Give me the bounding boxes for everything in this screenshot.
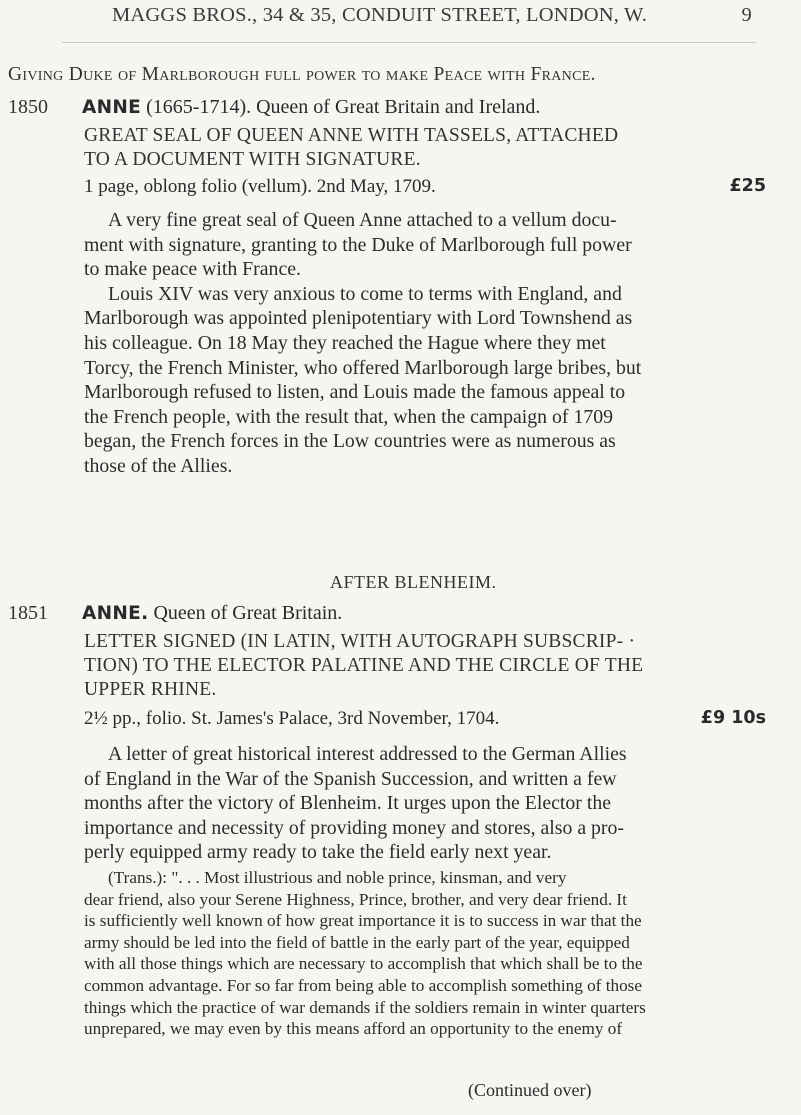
- lot-title-line: UPPER RHINE.: [84, 679, 217, 700]
- translation-line: is sufficiently well known of how great importance it is to success in war that the: [84, 911, 642, 931]
- translation: [84, 867, 774, 1040]
- translation-line: with all those things which are necessary to accomplish that which shall be to the: [84, 954, 643, 974]
- lot-description: [84, 742, 770, 865]
- collation-line: [84, 176, 766, 206]
- collation: 1 page, oblong folio (vellum). 2nd May, 1709.: [84, 176, 436, 197]
- translation-line: things which the practice of war demands if the soldiers remain in winter quarters: [84, 997, 646, 1017]
- description-line: those of the Allies.: [84, 454, 233, 477]
- collation-line: [84, 708, 766, 738]
- description-line: ment with signature, granting to the Duke of Marlborough full power: [84, 233, 632, 256]
- description-line: the French people, with the result that, when the campaign of 1709: [84, 405, 614, 428]
- lot-description: [84, 208, 770, 479]
- translation-line: army should be led into the field of battle in the early part of the year, equipped: [84, 932, 630, 952]
- lot-number: 1850: [8, 96, 48, 118]
- lot-heading: [8, 96, 788, 124]
- description-line: Marlborough was appointed plenipotentiary with Lord Townshend as: [84, 307, 633, 330]
- translation-line: (Trans.): ". . . Most illustrious and noble prince, kinsman, and very: [108, 867, 567, 887]
- description-line: perly equipped army ready to take the field early next year.: [84, 841, 552, 864]
- lot-name: ANNE: [82, 97, 142, 118]
- lot-heading-rest: Queen of Great Britain.: [148, 602, 343, 624]
- running-head-text: MAGGS BROS., 34 & 35, CONDUIT STREET, LONDON, W.: [112, 4, 648, 26]
- lot-1851: [8, 602, 788, 1040]
- price: £25: [729, 176, 766, 196]
- lot-title-line: GREAT SEAL OF QUEEN ANNE WITH TASSELS, ATTACHED: [84, 125, 619, 146]
- description-line: his colleague. On 18 May they reached the Hague where they met: [84, 331, 606, 354]
- lot-heading-text: [82, 96, 540, 119]
- description-line: to make peace with France.: [84, 258, 301, 281]
- translation-line: common advantage. For so far from being able to accomplish something of those: [84, 975, 642, 995]
- subheading: AFTER BLENHEIM.: [330, 572, 497, 592]
- lot-number: 1851: [8, 602, 48, 624]
- description-line: months after the victory of Blenheim. It urges upon the Elector the: [84, 792, 611, 815]
- description-line: importance and necessity of providing money and stores, also a pro-: [84, 816, 624, 839]
- lot-heading-text: [82, 602, 342, 625]
- translation-line: dear friend, also your Serene Highness, Prince, brother, and very dear friend. It: [84, 889, 627, 909]
- lot-name: ANNE.: [82, 603, 149, 624]
- running-head: [112, 4, 752, 40]
- description-line: A very fine great seal of Queen Anne attached to a vellum docu-: [108, 209, 617, 231]
- page-number: 9: [741, 4, 752, 26]
- description-line: A letter of great historical interest addressed to the German Allies: [108, 743, 627, 765]
- lot-title: [84, 124, 772, 172]
- description-line: Louis XIV was very anxious to come to terms with England, and: [108, 282, 622, 305]
- continued-note: (Continued over): [468, 1080, 592, 1100]
- description-line: of England in the War of the Spanish Succession, and written a few: [84, 767, 617, 790]
- price: £9 10s: [700, 708, 766, 728]
- collation: 2½ pp., folio. St. James's Palace, 3rd November, 1704.: [84, 708, 500, 729]
- lot-heading-rest: (1665-1714). Queen of Great Britain and Ireland.: [141, 96, 541, 118]
- translation-line: unprepared, we may even by this means afford an opportunity to the enemy of: [84, 1019, 623, 1039]
- lot-title-line: TION) TO THE ELECTOR PALATINE AND THE CIRCLE OF THE: [84, 655, 644, 676]
- lot-1850: [8, 96, 788, 479]
- description-line: Torcy, the French Minister, who offered Marlborough large bribes, but: [84, 356, 642, 379]
- section-heading: Giving Duke of Marlborough full power to make Peace with France.: [8, 64, 596, 85]
- lot-title-line: TO A DOCUMENT WITH SIGNATURE.: [84, 149, 421, 170]
- description-line: began, the French forces in the Low countries were as numerous as: [84, 430, 616, 453]
- header-rule: [62, 42, 756, 43]
- lot-title-line: LETTER SIGNED (IN LATIN, WITH AUTOGRAPH SUBSCRIP- ·: [84, 631, 636, 652]
- lot-heading: [8, 602, 788, 630]
- lot-title: [84, 630, 772, 702]
- description-line: Marlborough refused to listen, and Louis made the famous appeal to: [84, 381, 626, 404]
